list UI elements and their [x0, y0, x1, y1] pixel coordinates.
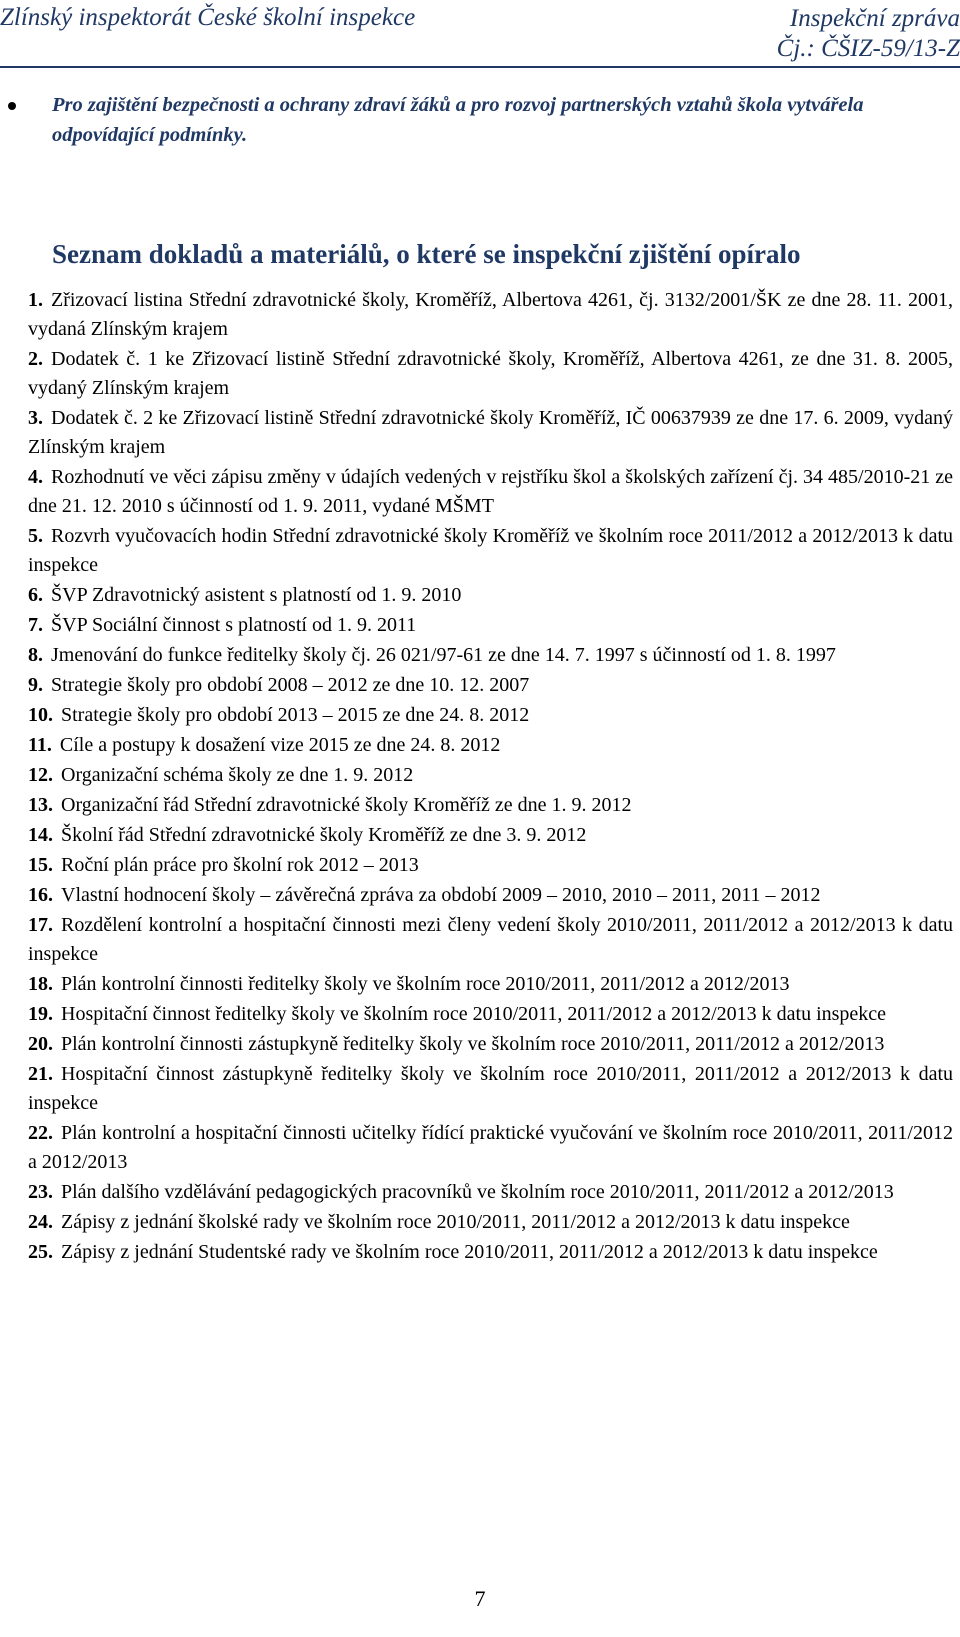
document-item-number: 18.: [28, 973, 53, 995]
document-item: [28, 671, 953, 700]
document-item: [28, 522, 953, 580]
document-item-number: 11.: [28, 734, 52, 756]
document-item-number: 24.: [28, 1211, 53, 1233]
header-right: [777, 4, 960, 64]
document-item-number: 9.: [28, 674, 43, 696]
document-item-text: Organizační řád Střední zdravotnické školy Kroměříž ze dne 1. 9. 2012: [61, 794, 632, 816]
document-item: [28, 970, 953, 999]
document-item-number: 10.: [28, 704, 53, 726]
document-item-text: ŠVP Sociální činnost s platností od 1. 9. 2011: [51, 614, 417, 636]
document-item-text: Plán kontrolní činnosti zástupkyně ředitelky školy ve školním roce 2010/2011, 2011/2012 a 2012/2013: [61, 1033, 885, 1055]
document-item-number: 23.: [28, 1181, 53, 1203]
document-item-text: Strategie školy pro období 2008 – 2012 ze dne 10. 12. 2007: [51, 674, 530, 696]
document-item-number: 20.: [28, 1033, 53, 1055]
document-item: [28, 404, 953, 462]
document-item: [28, 1208, 953, 1237]
document-item-text: Jmenování do funkce ředitelky školy čj. 26 021/97-61 ze dne 14. 7. 1997 s účinností od 1. 8. 1997: [51, 644, 836, 666]
document-item-text: Dodatek č. 2 ke Zřizovací listině Střední zdravotnické školy Kroměříž, IČ 00637939 ze dne 17. 6. 2009, vydaný Zlínským krajem: [28, 407, 953, 458]
document-item-number: 16.: [28, 884, 53, 906]
intro-bullet-text: Pro zajištění bezpečnosti a ochrany zdraví žáků a pro rozvoj partnerských vztahů škola vytvářela odpovídající podmínky.: [52, 94, 864, 146]
document-item-text: Plán kontrolní činnosti ředitelky školy ve školním roce 2010/2011, 2011/2012 a 2012/2013: [61, 973, 790, 995]
document-item-number: 4.: [28, 466, 43, 488]
document-item: [28, 701, 953, 730]
document-item-number: 22.: [28, 1122, 53, 1144]
document-item-text: Roční plán práce pro školní rok 2012 – 2013: [61, 854, 419, 876]
document-item: [28, 1060, 953, 1118]
bullet-dot: [8, 102, 16, 110]
header-reference: Čj.: ČŠIZ-59/13-Z: [776, 35, 960, 62]
document-item: [28, 1030, 953, 1059]
document-item-text: ŠVP Zdravotnický asistent s platností od 1. 9. 2010: [51, 584, 462, 606]
document-item: [28, 1238, 953, 1267]
document-item-number: 6.: [28, 584, 43, 606]
document-item: [28, 1119, 953, 1177]
document-item-number: 21.: [28, 1063, 53, 1085]
document-item-number: 1.: [28, 289, 43, 311]
document-item-text: Hospitační činnost ředitelky školy ve školním roce 2010/2011, 2011/2012 a 2012/2013 k datu inspekce: [61, 1003, 887, 1025]
document-item: [28, 581, 953, 610]
document-item-text: Cíle a postupy k dosažení vize 2015 ze dne 24. 8. 2012: [59, 734, 501, 756]
document-item-number: 12.: [28, 764, 53, 786]
document-item-text: Plán kontrolní a hospitační činnosti učitelky řídící praktické vyučování ve školním roce 2010/2011, 2011/2012 a 2012/2013: [28, 1122, 953, 1173]
document-item-text: Dodatek č. 1 ke Zřizovací listině Střední zdravotnické školy, Kroměříž, Albertova 4261, ze dne 31. 8. 2005, vydaný Zlínským krajem: [28, 348, 953, 399]
document-item: [28, 286, 953, 344]
document-item-text: Hospitační činnost zástupkyně ředitelky školy ve školním roce 2010/2011, 2011/2012 a 2012/2013 k datu inspekce: [28, 1063, 953, 1114]
document-item: [28, 1178, 953, 1207]
document-item-number: 17.: [28, 914, 53, 936]
document-item: [28, 463, 953, 521]
document-item: [28, 611, 953, 640]
document-item-text: Rozvrh vyučovacích hodin Střední zdravotnické školy Kroměříž ve školním roce 2011/2012 a 2012/2013 k datu inspekce: [28, 525, 953, 576]
document-item-text: Vlastní hodnocení školy – závěrečná zpráva za období 2009 – 2010, 2010 – 2011, 2011 – 2012: [61, 884, 821, 906]
document-item-number: 19.: [28, 1003, 53, 1025]
section-title: Seznam dokladů a materiálů, o které se inspekční zjištění opíralo: [52, 239, 801, 269]
document-item-number: 5.: [28, 525, 43, 547]
page-number: 7: [474, 1586, 486, 1611]
document-item-text: Organizační schéma školy ze dne 1. 9. 2012: [61, 764, 414, 786]
document-item-text: Zřizovací listina Střední zdravotnické školy, Kroměříž, Albertova 4261, čj. 3132/2001/ŠK ze dne 28. 11. 2001, vydaná Zlínským krajem: [28, 289, 953, 340]
document-item-number: 3.: [28, 407, 43, 429]
document-item: [28, 911, 953, 969]
document-item-text: Zápisy z jednání školské rady ve školním roce 2010/2011, 2011/2012 a 2012/2013 k datu inspekce: [61, 1211, 850, 1233]
document-item-number: 14.: [28, 824, 53, 846]
document-item: [28, 1000, 953, 1029]
document-item-number: 13.: [28, 794, 53, 816]
document-item-text: Rozdělení kontrolní a hospitační činnosti mezi členy vedení školy 2010/2011, 2011/2012 a 2012/2013 k datu inspekce: [28, 914, 953, 965]
document-item: [28, 761, 953, 790]
document-item-number: 15.: [28, 854, 53, 876]
document-item-text: Zápisy z jednání Studentské rady ve školním roce 2010/2011, 2011/2012 a 2012/2013 k datu inspekce: [61, 1241, 878, 1263]
document-item: [28, 345, 953, 403]
header-organization: Zlínský inspektorát České školní inspekce: [0, 4, 416, 31]
document-item-text: Školní řád Střední zdravotnické školy Kroměříž ze dne 3. 9. 2012: [61, 824, 587, 846]
document-item: [28, 821, 953, 850]
document-item: [28, 641, 953, 670]
document-item-text: Rozhodnutí ve věci zápisu změny v údajích vedených v rejstříku škol a školských zařízení čj. 34 485/2010-21 ze dne 21. 12. 2010 s účinností od 1. 9. 2011, vydané MŠMT: [28, 466, 953, 517]
document-item-text: Strategie školy pro období 2013 – 2015 ze dne 24. 8. 2012: [61, 704, 530, 726]
documents-list: [28, 286, 953, 1268]
document-item-text: Plán dalšího vzdělávání pedagogických pracovníků ve školním roce 2010/2011, 2011/2012 a 2012/2013: [61, 1181, 894, 1203]
document-item: [28, 791, 953, 820]
document-item-number: 2.: [28, 348, 43, 370]
header-doc-type: Inspekční zpráva: [789, 5, 960, 32]
document-item: [28, 851, 953, 880]
document-item: [28, 731, 953, 760]
document-item: [28, 881, 953, 910]
header-rule: [0, 66, 960, 68]
document-item-number: 8.: [28, 644, 43, 666]
document-item-number: 25.: [28, 1241, 53, 1263]
document-item-number: 7.: [28, 614, 43, 636]
